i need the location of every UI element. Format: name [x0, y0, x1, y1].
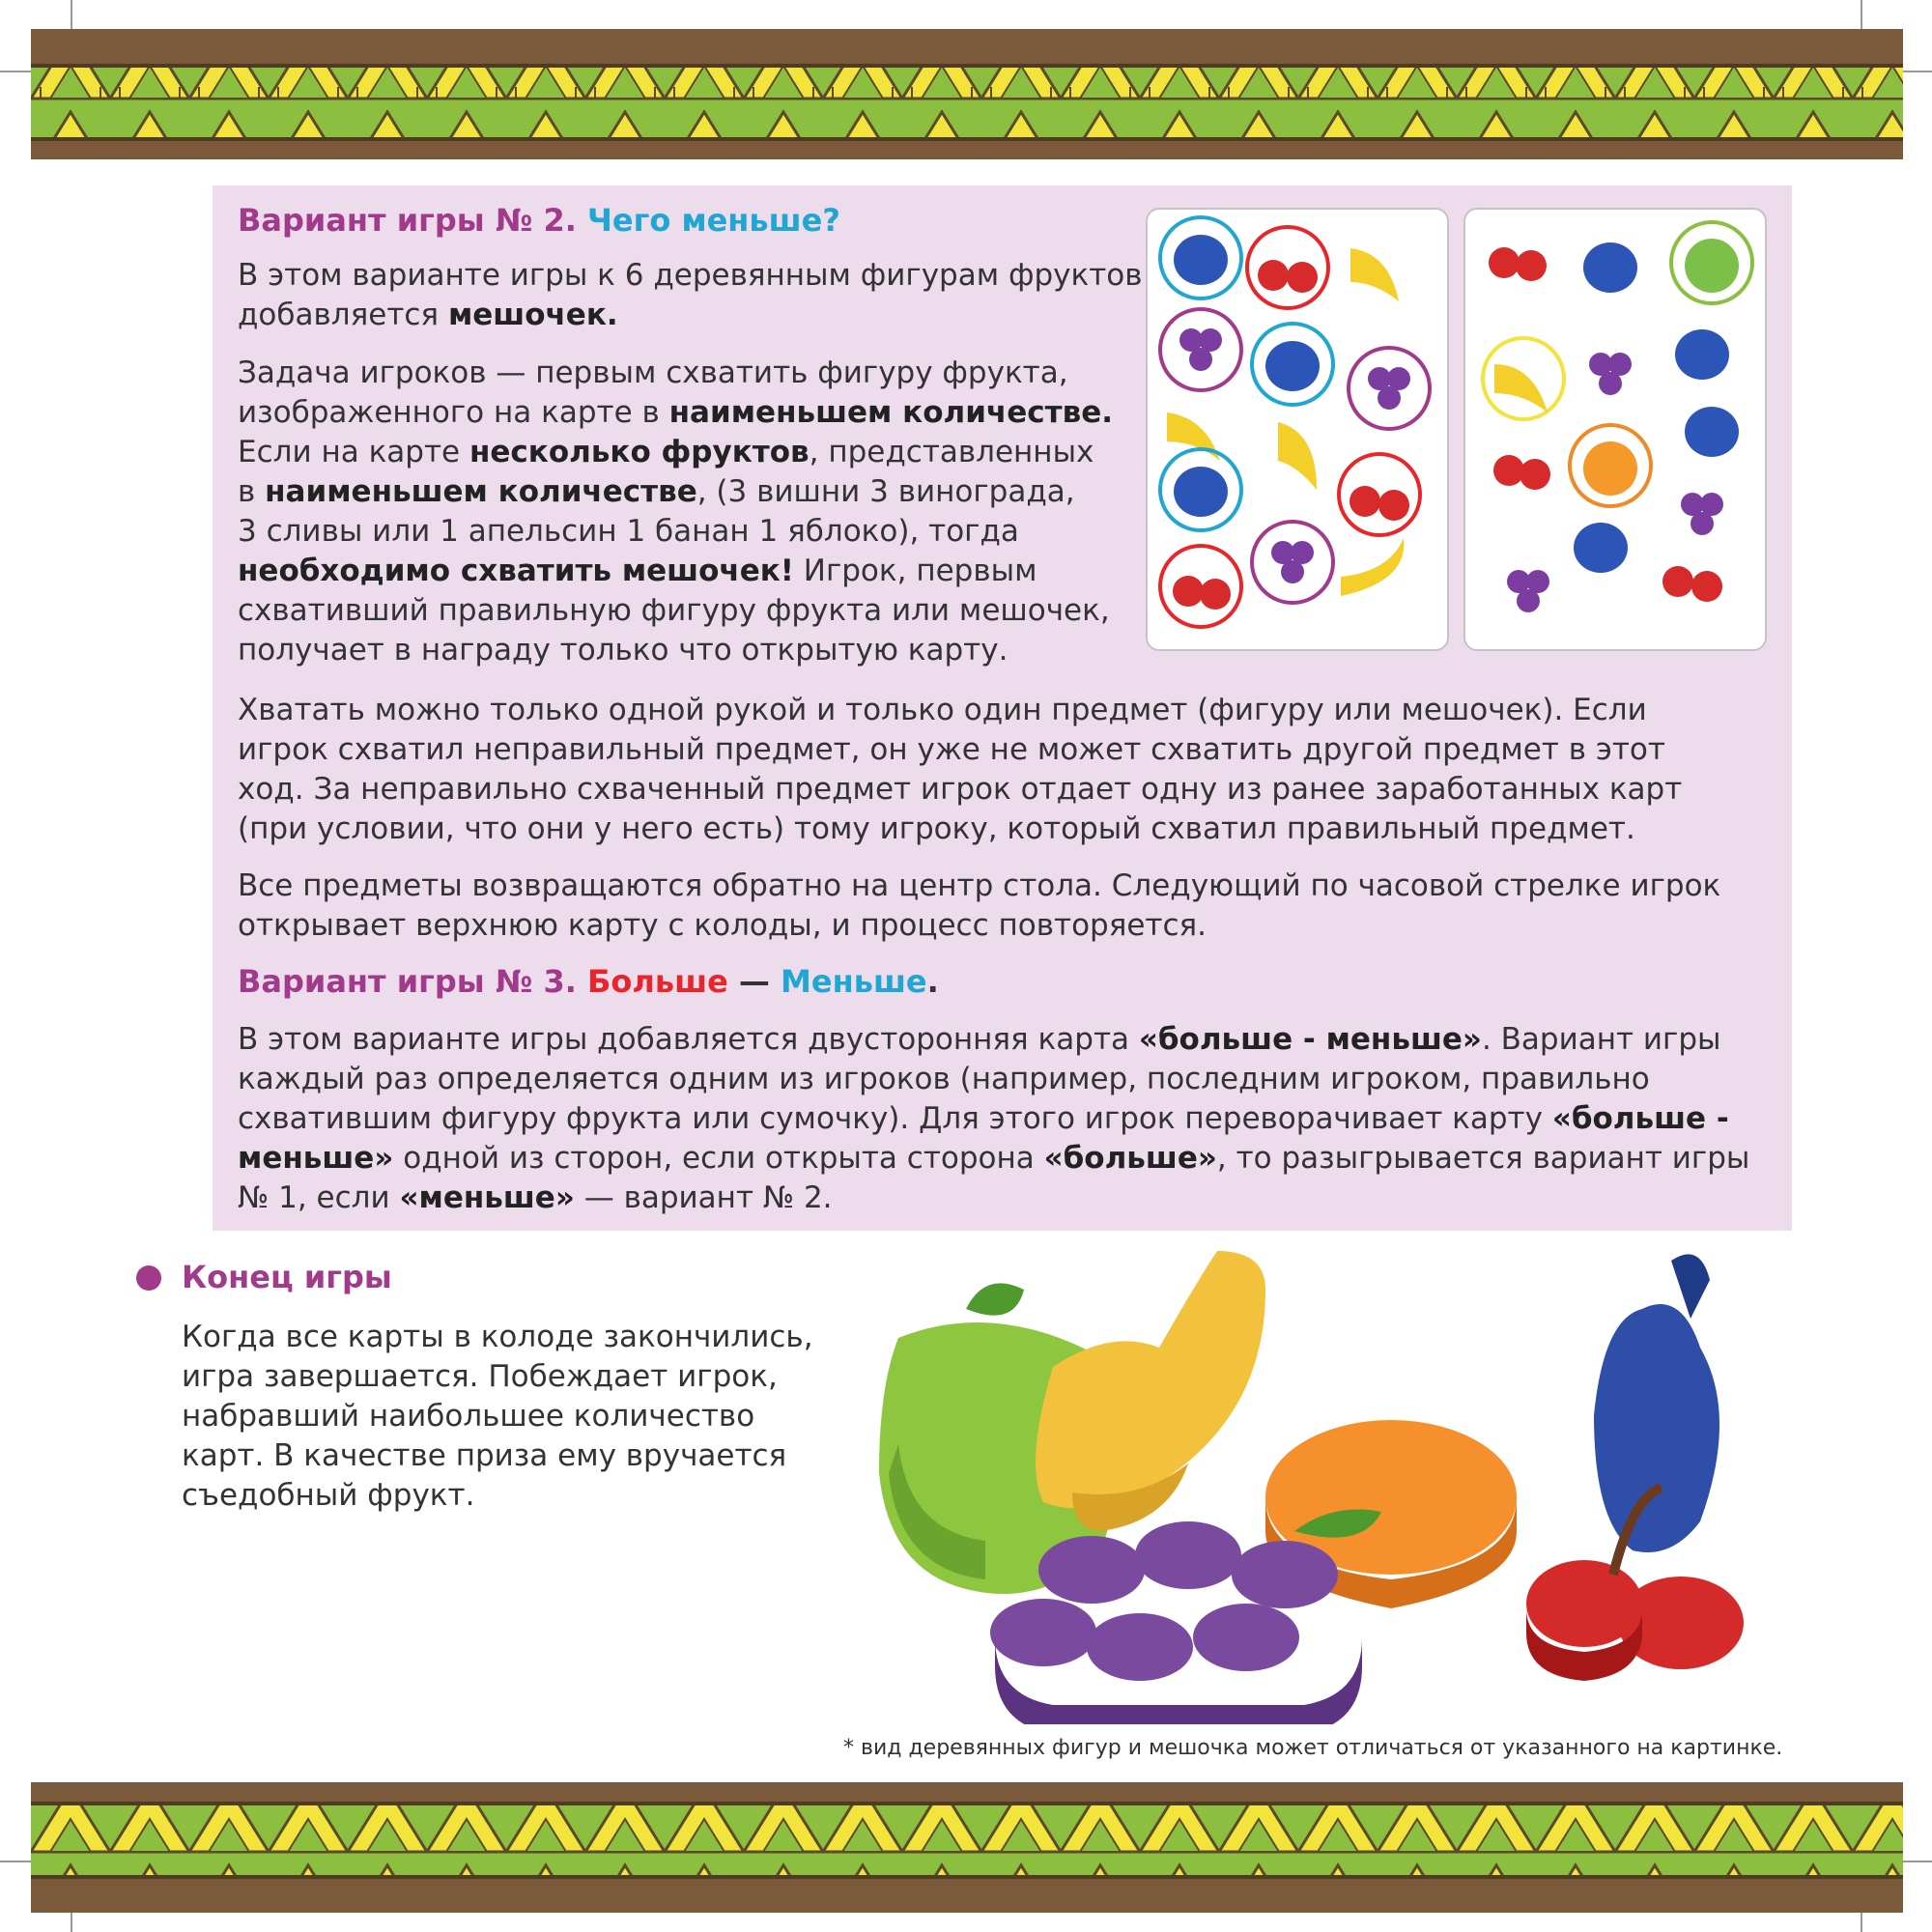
word-less: меньше [1325, 1022, 1463, 1057]
text-line: Хватать можно только одной рукой и только один предмет (фигуру или мешочек). Если [238, 693, 1647, 727]
bold-term: несколько фруктов [469, 435, 810, 469]
top-ornament-band [31, 29, 1903, 159]
variant3-label: Вариант игры № 3. [238, 963, 577, 1000]
punctuation: . [1101, 395, 1113, 430]
text-line: схвативший правильную фигуру фрукта или мешочек, [238, 593, 1110, 628]
word-less: меньше [238, 1141, 375, 1176]
end-text [182, 1318, 813, 1516]
text-line: В этом варианте игры к 6 деревянным фигурам фруктов [238, 258, 1143, 293]
dash: — [727, 963, 781, 1000]
highlight-term: наименьшем количестве [668, 395, 1102, 430]
end-heading: Конец игры [182, 1259, 392, 1295]
quote: « [1043, 1141, 1064, 1176]
quote: » [1197, 1141, 1217, 1176]
word-more: больше [1157, 1022, 1293, 1057]
text-line: Когда все карты в колоде закончились, [182, 1320, 813, 1354]
quote: » [554, 1180, 575, 1215]
text-line: В этом варианте игры добавляется двусторонняя карта [238, 1022, 1139, 1057]
text-line: — вариант № 2. [574, 1180, 833, 1215]
text-line: каждый раз определяется одним из игроков (например, последним игроком, правильно [238, 1062, 1650, 1096]
bold-term: мешочек. [447, 298, 618, 332]
word-less: меньше [418, 1180, 555, 1215]
text-line: (при условии, что они у него есть) тому игроку, который схватил правильный предмет. [238, 811, 1635, 846]
text-line: набравший наибольшее количество [182, 1399, 755, 1434]
text-line: игрок схватил неправильный предмет, он уже не может схватить другой предмет в этот [238, 732, 1665, 767]
text-line: , (3 вишни 3 винограда, [696, 474, 1075, 509]
text-line: изображенного на карте в [238, 395, 660, 430]
variant3-text [238, 1020, 1749, 1218]
variant2-p2 [238, 354, 1113, 670]
wooden-fruits-illustration [831, 1241, 1797, 1728]
text-line: 3 сливы или 1 апельсин 1 банан 1 яблоко), тогда [238, 514, 1019, 549]
text-line: карт. В качестве приза ему вручается [182, 1438, 787, 1473]
variant3-more: Больше [587, 963, 728, 1000]
quote: » [1462, 1022, 1482, 1057]
text-line: получает в награду только что открытую карту. [238, 633, 1009, 668]
text-line: , то разыгрывается вариант игры [1216, 1141, 1750, 1176]
variant2-title: Чего меньше? [587, 202, 840, 239]
text-line: . Вариант игры [1481, 1022, 1721, 1057]
quote: » [374, 1141, 394, 1176]
text-line: , представленных [809, 435, 1094, 469]
variant2-p1 [238, 256, 1143, 335]
text-line: № 1, если [238, 1180, 400, 1215]
variant3-less: Меньше [781, 963, 927, 1000]
fruit-card-left [1146, 208, 1449, 651]
card-fruit-circles [1160, 217, 1430, 627]
word-more: больше [1571, 1101, 1707, 1136]
variant2-p4 [238, 867, 1720, 946]
sep: - [1706, 1101, 1729, 1136]
text-line: игра завершается. Побеждает игрок, [182, 1359, 778, 1394]
word-more: больше [1063, 1141, 1198, 1176]
text-line: Задача игроков — первым схватить фигуру фрукта, [238, 355, 1068, 390]
fruit-card-right [1463, 208, 1767, 651]
dot: . [926, 963, 939, 1000]
variant2-heading [238, 201, 840, 241]
variant2-p3 [238, 691, 1682, 849]
bottom-ornament-band [31, 1782, 1903, 1913]
card-fruits [1483, 222, 1752, 612]
quote: « [1138, 1022, 1158, 1057]
text-line: Игрок, первым [793, 554, 1037, 588]
text-line: съедобный фрукт. [182, 1478, 475, 1513]
text-line: Если на карте [238, 435, 461, 469]
quote: « [399, 1180, 419, 1215]
text-line: ход. За неправильно схваченный предмет игрок отдает одну из ранее заработанных карт [238, 772, 1683, 807]
text-line: открывает верхнюю карту с колоды, и процесс повторяется. [238, 908, 1208, 943]
footnote: * вид деревянных фигур и мешочка может отличаться от указанного на картинке. [843, 1736, 1783, 1760]
text-line: в [238, 474, 256, 509]
bold-term: наименьшем количестве [265, 474, 697, 509]
variant2-label: Вариант игры № 2. [238, 202, 577, 239]
quote: « [1551, 1101, 1572, 1136]
text-line: одной из сторон, если открыта сторона [393, 1141, 1044, 1176]
variant3-heading [238, 962, 939, 1002]
text-line: схватившим фигуру фрукта или сумочку). Для этого игрок переворачивает карту [238, 1101, 1552, 1136]
text-line: добавляется [238, 298, 440, 332]
bold-term: необходимо схватить мешочек! [238, 554, 794, 588]
sep: - [1293, 1022, 1326, 1057]
bullet-icon [136, 1265, 161, 1291]
text-line: Все предметы возвращаются обратно на центр стола. Следующий по часовой стрелке игрок [238, 868, 1721, 903]
